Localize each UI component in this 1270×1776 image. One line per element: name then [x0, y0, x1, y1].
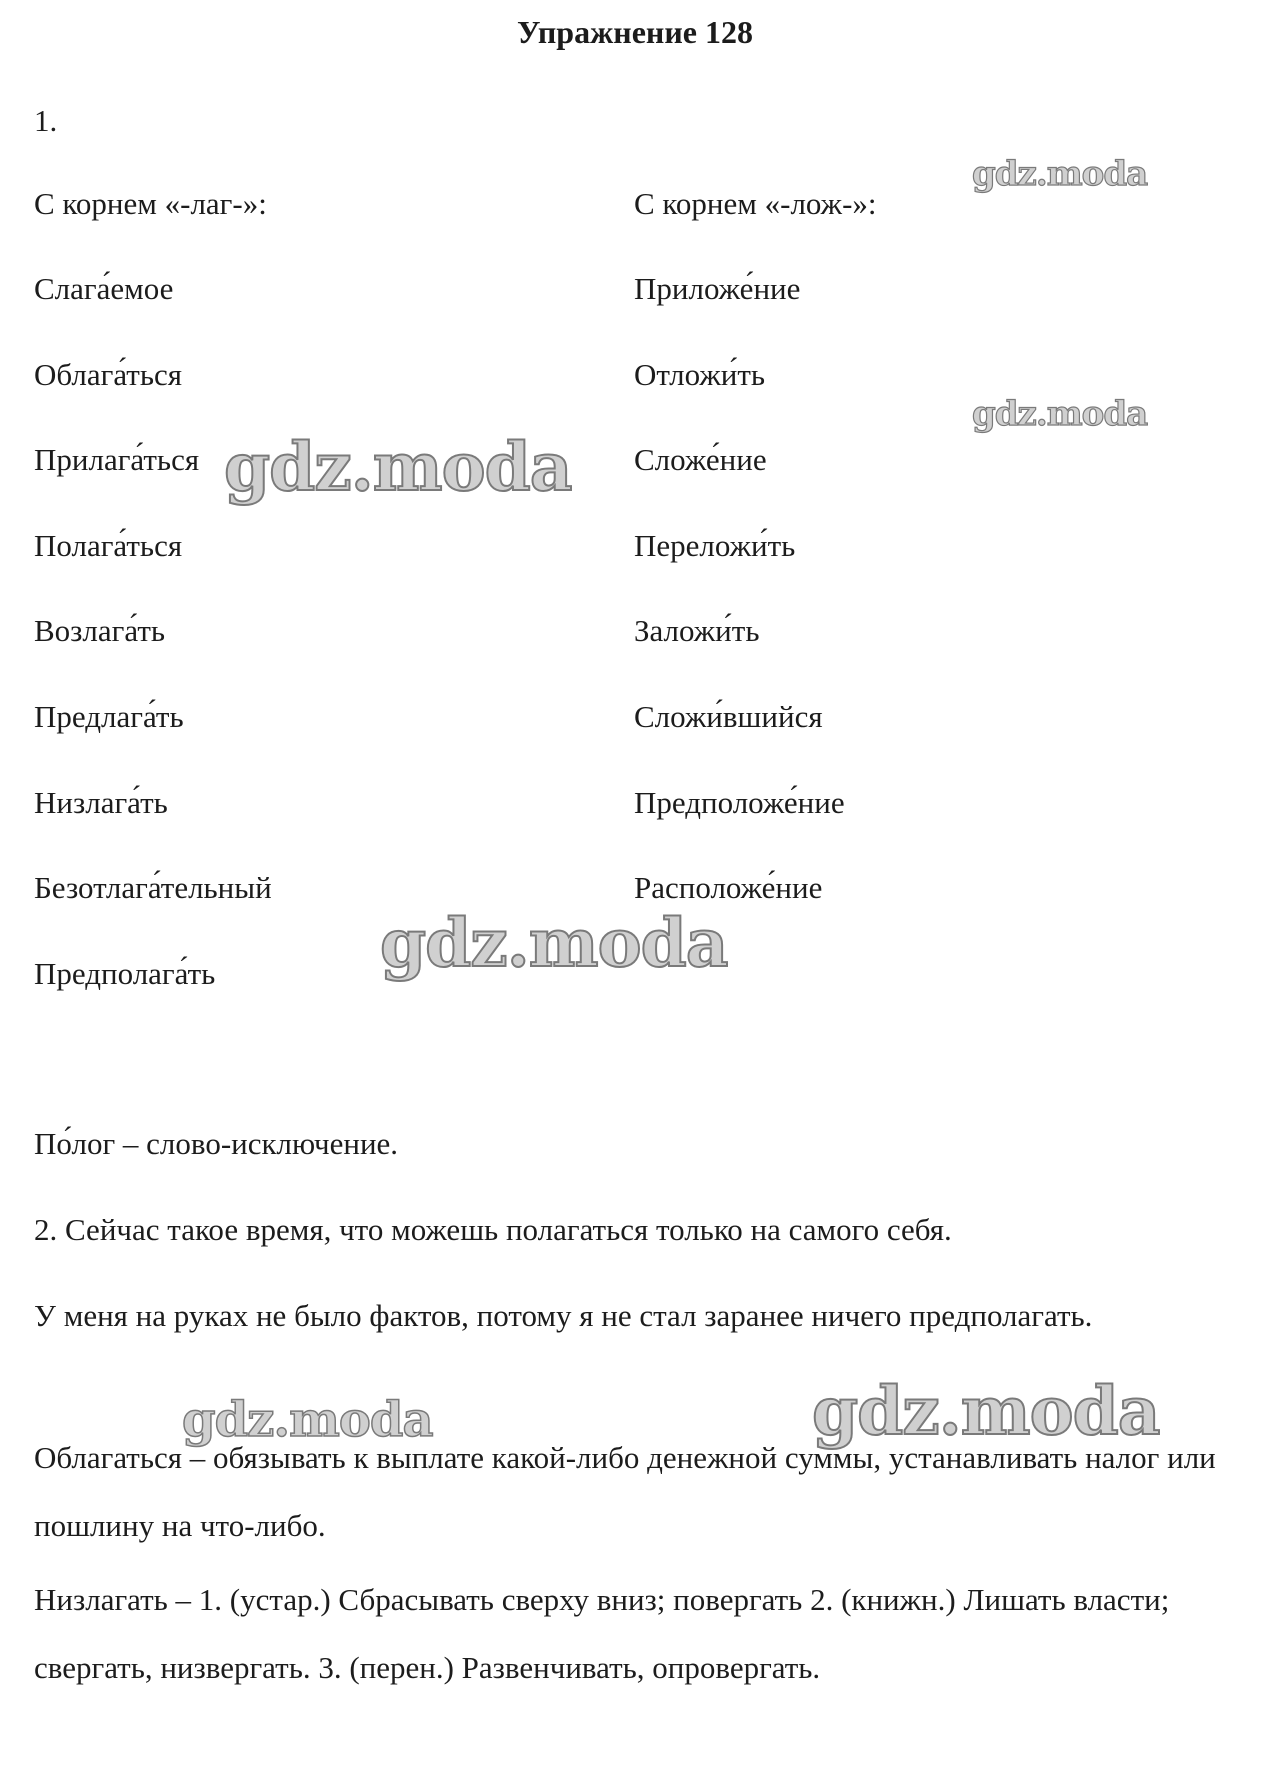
- watermark: gdz.moda: [812, 1372, 1160, 1450]
- exception-word: По́лог – слово-исключение.: [34, 1126, 399, 1161]
- lag-word: Возлага́ть: [34, 613, 166, 649]
- lag-word: Предполага́ть: [34, 955, 216, 991]
- definition-oblagatsya: Облагаться – обязывать к выплате какой-либо денежной суммы, устанавливать налог или пошлину на что-либо.: [34, 1440, 1216, 1543]
- sentence-1: 2. Сейчас такое время, что можешь полагаться только на самого себя.: [34, 1212, 952, 1247]
- lag-word: Низлага́ть: [34, 784, 168, 820]
- watermark: gdz.moda: [182, 1392, 433, 1448]
- watermark: gdz.moda: [224, 428, 572, 506]
- lag-word: Прилага́ться: [34, 442, 200, 478]
- lozh-word: Приложе́ние: [634, 271, 801, 306]
- lag-word: Предлага́ть: [34, 698, 184, 734]
- lag-root-column: [34, 180, 272, 1035]
- lozh-root-column: [634, 180, 877, 950]
- lozh-word: Расположе́ние: [634, 870, 823, 906]
- definition-nizlagat: Низлагать – 1. (устар.) Сбрасывать сверху вниз; повергать 2. (книжн.) Лишать власти; свергать, низвергать. 3. (перен.) Развенчивать, опровергать.: [34, 1582, 1170, 1685]
- exercise-title: Упражнение 128: [516, 14, 753, 50]
- watermark: gdz.moda: [380, 904, 728, 982]
- sentence-2: У меня на руках не было фактов, потому я не стал заранее ничего предполагать.: [34, 1298, 1093, 1333]
- section-number: 1.: [34, 103, 58, 138]
- lag-word: Слага́емое: [34, 271, 174, 306]
- lag-word: Безотлага́тельный: [34, 870, 272, 906]
- lozh-word: Заложи́ть: [634, 613, 760, 649]
- lozh-column-header: С корнем «-лож-»:: [634, 186, 877, 221]
- watermark: gdz.moda: [972, 154, 1148, 194]
- lag-word: Полага́ться: [34, 527, 183, 563]
- lag-word: Облага́ться: [34, 356, 182, 392]
- watermark: gdz.moda: [972, 394, 1148, 434]
- lozh-word: Сложе́ние: [634, 442, 767, 478]
- lozh-word: Отложи́ть: [634, 356, 766, 392]
- lozh-word: Переложи́ть: [634, 527, 796, 563]
- lozh-word: Предположе́ние: [634, 784, 845, 820]
- lozh-word: Сложи́вшийся: [634, 698, 823, 734]
- lag-column-header: С корнем «-лаг-»:: [34, 186, 267, 221]
